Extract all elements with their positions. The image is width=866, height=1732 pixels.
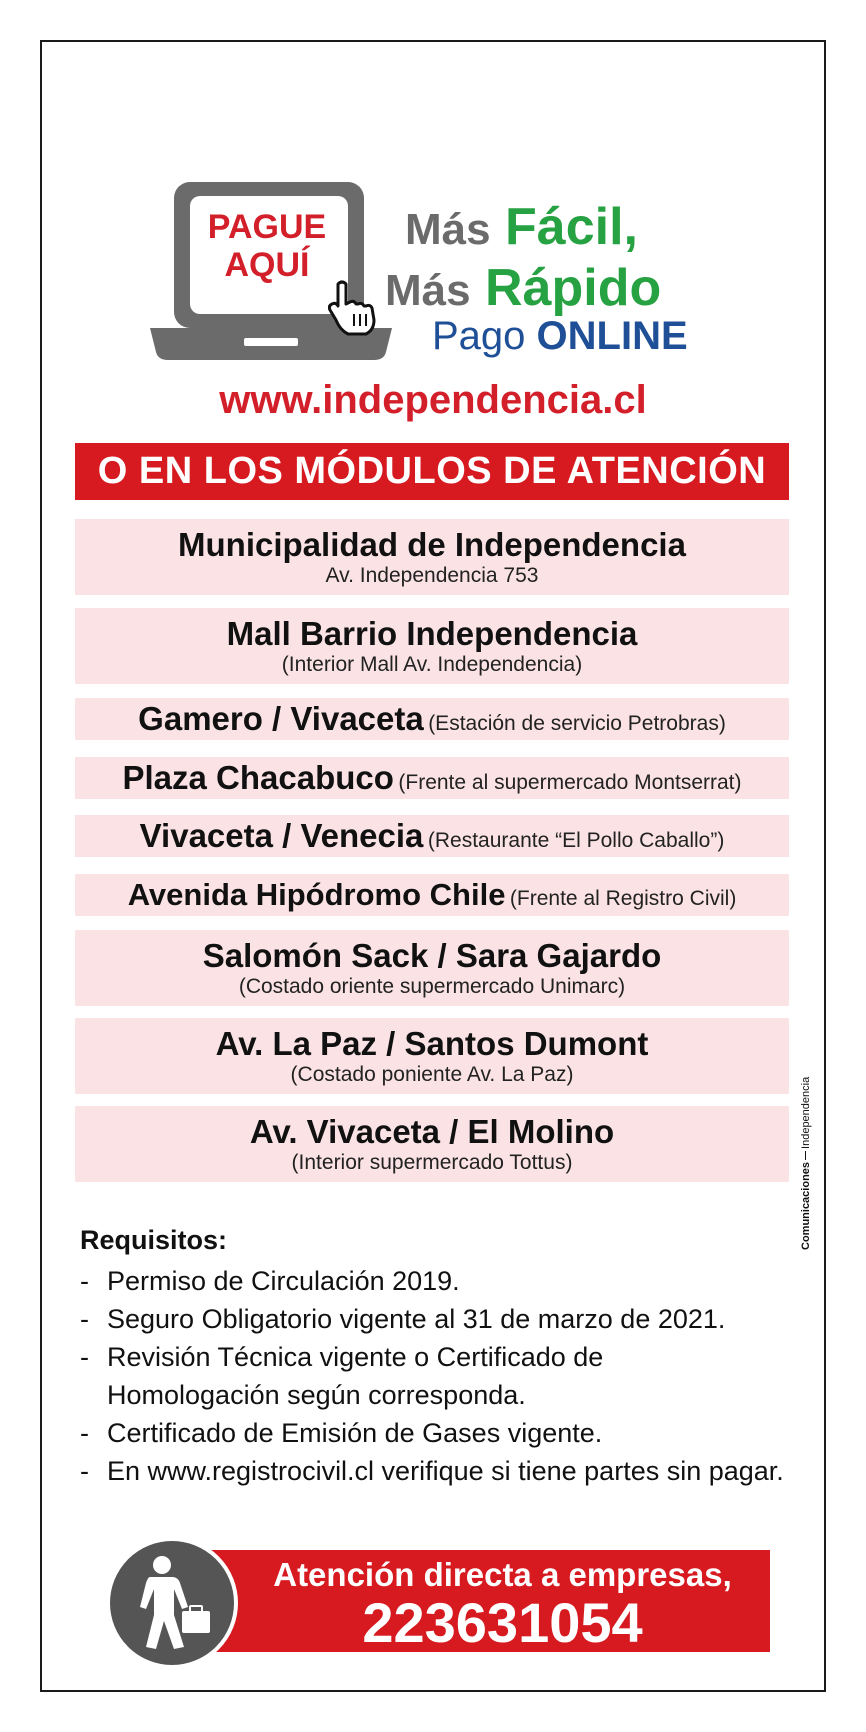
- businessman-icon-circle: [106, 1537, 238, 1669]
- location-name: Municipalidad de Independencia: [178, 526, 686, 563]
- location-card: [75, 698, 789, 740]
- location-card: [75, 519, 789, 595]
- location-card: [75, 1106, 789, 1182]
- tagline-line-2: [385, 259, 745, 320]
- side-credit-divider: [806, 1151, 807, 1160]
- location-address: (Frente al Registro Civil): [509, 887, 737, 910]
- business-contact-bar: [205, 1550, 770, 1652]
- pago-accent: ONLINE: [536, 314, 688, 358]
- location-name: Gamero / Vivaceta: [138, 700, 424, 737]
- location-address: (Restaurante “El Pollo Caballo”): [427, 829, 725, 852]
- location-address: (Frente al supermercado Montserrat): [398, 771, 742, 794]
- requirements-section: [80, 1225, 820, 1490]
- tagline-2-accent: Rápido: [485, 259, 662, 317]
- aqui-label: AQUÍ: [224, 246, 310, 284]
- location-name: Av. La Paz / Santos Dumont: [215, 1025, 649, 1062]
- location-name: Mall Barrio Independencia: [226, 615, 638, 652]
- side-credit-regular: Independencia: [800, 1076, 812, 1149]
- location-card: [75, 1018, 789, 1094]
- businessman-icon: [128, 1555, 216, 1651]
- location-address: (Costado oriente supermercado Unimarc): [238, 975, 626, 998]
- requirements-list: [80, 1262, 820, 1490]
- location-card: [75, 608, 789, 684]
- pago-prefix: Pago: [432, 314, 526, 358]
- pointer-hand-icon: [328, 280, 380, 336]
- pago-online: [432, 314, 688, 359]
- location-address: (Estación de servicio Petrobras): [428, 712, 726, 735]
- location-name: Av. Vivaceta / El Molino: [249, 1113, 615, 1150]
- side-credit-bold: Comunicaciones: [800, 1161, 812, 1250]
- requirements-title: Requisitos:: [80, 1225, 228, 1255]
- requirement-item: - Seguro Obligatorio vigente al 31 de marzo de 2021.: [80, 1300, 820, 1338]
- business-contact-text: Atención directa a empresas,: [273, 1556, 732, 1593]
- tagline-1-prefix: Más: [405, 205, 491, 254]
- location-card: [75, 815, 789, 857]
- tagline-1-accent: Fácil,: [505, 198, 638, 256]
- location-name: Vivaceta / Venecia: [139, 817, 424, 854]
- location-address: (Interior Mall Av. Independencia): [281, 653, 583, 676]
- location-name: Salomón Sack / Sara Gajardo: [202, 937, 662, 974]
- pague-aqui-label: [192, 208, 342, 284]
- requirement-item: - Certificado de Emisión de Gases vigente.: [80, 1414, 820, 1452]
- location-address: (Interior supermercado Tottus): [291, 1151, 573, 1174]
- location-name: Avenida Hipódromo Chile: [127, 877, 506, 912]
- requirement-item: - Permiso de Circulación 2019.: [80, 1262, 820, 1300]
- laptop-icon: [150, 180, 392, 365]
- pague-label: PAGUE: [207, 208, 327, 246]
- location-name: Plaza Chacabuco: [122, 759, 394, 796]
- website-link[interactable]: www.independencia.cl: [219, 378, 647, 422]
- location-card: [75, 874, 789, 916]
- requirement-item: - Revisión Técnica vigente o Certificado de Homologación según corresponda.: [80, 1338, 607, 1414]
- location-card: [75, 757, 789, 799]
- location-address: (Costado poniente Av. La Paz): [290, 1063, 574, 1086]
- location-card: [75, 930, 789, 1006]
- tagline: [385, 198, 745, 320]
- side-credit: [800, 1060, 816, 1250]
- modules-banner: O EN LOS MÓDULOS DE ATENCIÓN: [75, 443, 789, 500]
- location-address: Av. Independencia 753: [325, 564, 539, 587]
- requirement-item: - En www.registrocivil.cl verifique si tiene partes sin pagar.: [80, 1452, 820, 1490]
- business-phone[interactable]: 223631054: [362, 1591, 643, 1654]
- tagline-line-1: [405, 198, 745, 259]
- tagline-2-prefix: Más: [385, 266, 471, 315]
